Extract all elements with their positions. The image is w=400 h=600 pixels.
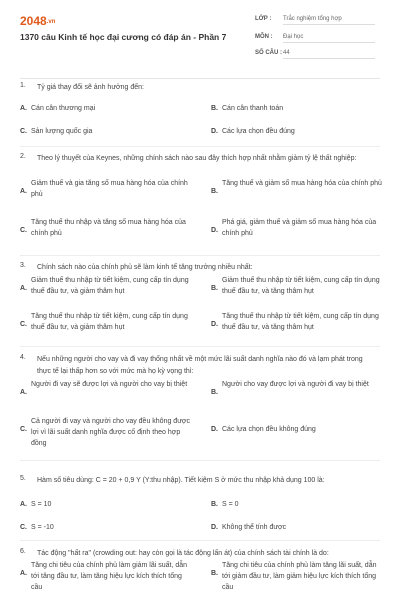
question-separator: [20, 460, 380, 461]
option-text: Phá giá, giảm thuế và giảm số mua hàng hóa của chính phủ: [222, 219, 377, 237]
option-text: Người đi vay sẽ được lợi và người cho vay bị thiệt: [31, 381, 188, 388]
option-text: S = 10: [31, 501, 52, 508]
option-text: Người cho vay được lợi và người đi vay bị thiệt: [222, 381, 369, 388]
option-text: Các lựa chọn đều không đúng: [222, 426, 316, 433]
question-text: Theo lý thuyết của Keynes, những chính sách nào sau đây thích hợp nhất nhằm giảm tỷ lệ thất nghiệp:: [37, 155, 357, 162]
question-text: Nếu những người cho vay và đi vay thống nhất về một mức lãi suất danh nghĩa nào đó và lạm phát trong thực tế lại thấp hơn so với mức mà họ kỳ vọng thì:: [37, 356, 363, 375]
option-letter: C.: [20, 321, 27, 328]
question-text: Tỷ giá thay đổi sẽ ảnh hưởng đến:: [37, 84, 144, 91]
option-letter: B.: [211, 570, 218, 577]
question-text: Tác động "hất ra" (crowding out: hay còn gọi là tác động lấn át) của chính sách tài chính là do:: [37, 550, 329, 557]
option-text: Tăng chi tiêu của chính phủ làm giảm lãi suất, dẫn tới tăng đầu tư, làm tăng hiệu lực kích thích tổng cầu: [31, 562, 188, 591]
option-text: Tăng thuế thu nhập từ tiết kiệm, cung cấp tín dụng thuế đầu tư, và giảm thâm hụt: [31, 313, 188, 331]
option-letter: D.: [211, 524, 218, 531]
question-text: Hàm số tiêu dùng: C = 20 + 0,9 Y (Y:thu nhập). Tiết kiệm S ở mức thu nhập khả dụng 100 là:: [37, 477, 325, 484]
option-letter: A.: [20, 285, 27, 292]
option-letter: B.: [211, 389, 218, 396]
document-title: 1370 câu Kinh tế học đại cương có đáp án - Phần 7: [20, 32, 227, 42]
option-letter: D.: [211, 227, 218, 234]
option-letter: A.: [20, 188, 27, 195]
question-text: Chính sách nào của chính phủ sẽ làm kinh tế tăng trưởng nhiều nhất:: [37, 264, 253, 271]
option-text: Cán cân thương mại: [31, 105, 96, 112]
option-letter: D.: [211, 321, 218, 328]
question-number: 3.: [20, 262, 26, 269]
question-number: 5.: [20, 475, 26, 482]
logo[interactable]: 2048.vn: [20, 14, 56, 28]
question-number: 4.: [20, 354, 26, 361]
option-text: Giảm thuế thu nhập từ tiết kiệm, cung cấp tín dụng thuế đầu tư, và tăng thâm hụt: [222, 277, 380, 295]
question-separator: [20, 540, 380, 541]
option-text: Sản lượng quốc gia: [31, 128, 93, 135]
question-number: 2.: [20, 153, 26, 160]
option-letter: C.: [20, 128, 27, 135]
question-separator: [20, 346, 380, 347]
option-text: S = -10: [31, 524, 54, 531]
header: [0, 0, 400, 72]
option-letter: C.: [20, 426, 27, 433]
question-number: 1.: [20, 82, 26, 89]
option-letter: D.: [211, 128, 218, 135]
option-letter: A.: [20, 389, 27, 396]
question-number: 6.: [20, 548, 26, 555]
option-text: Không thể tính được: [222, 524, 287, 531]
option-letter: B.: [211, 501, 218, 508]
option-letter: B.: [211, 105, 218, 112]
meta-class: LỚP : Trắc nghiệm tổng hợp: [255, 16, 380, 25]
header-divider: [20, 78, 380, 79]
option-letter: A.: [20, 570, 27, 577]
option-text: Tăng thuế và giảm số mua hàng hóa của chính phủ: [222, 180, 382, 187]
option-letter: D.: [211, 426, 218, 433]
option-text: Tăng thuế thu nhập và tăng số mua hàng hóa của chính phủ: [31, 219, 186, 237]
option-text: Tăng chi tiêu của chính phủ làm tăng lãi suất, dẫn tới giảm đầu tư, làm giảm hiệu lực kích thích tổng cầu: [222, 562, 377, 591]
option-letter: B.: [211, 285, 218, 292]
question-separator: [20, 146, 380, 147]
option-text: Tăng thuế thu nhập từ tiết kiệm, cung cấp tín dụng thuế đầu tư, và tăng thâm hụt: [222, 313, 379, 331]
option-text: Các lựa chọn đều đúng: [222, 128, 295, 135]
question-separator: [20, 255, 380, 256]
option-text: Giảm thuế và gia tăng số mua hàng hóa của chính phủ: [31, 180, 188, 198]
meta-subject: MÔN : Đại học: [255, 34, 380, 43]
option-text: Giảm thuế thu nhập từ tiết kiệm, cung cấp tín dụng thuế đầu tư, và giảm thâm hụt: [31, 277, 189, 295]
option-letter: A.: [20, 105, 27, 112]
option-text: Cán cân thanh toán: [222, 105, 284, 112]
option-letter: C.: [20, 524, 27, 531]
option-letter: A.: [20, 501, 27, 508]
option-text: Cả người đi vay và người cho vay đều không được lợi vì lãi suất danh nghĩa được cố định theo hợp đồng: [31, 418, 190, 447]
option-letter: B.: [211, 188, 218, 195]
meta-question-count: SỐ CÂU :44: [255, 50, 380, 59]
option-letter: C.: [20, 227, 27, 234]
option-text: S = 0: [222, 501, 239, 508]
